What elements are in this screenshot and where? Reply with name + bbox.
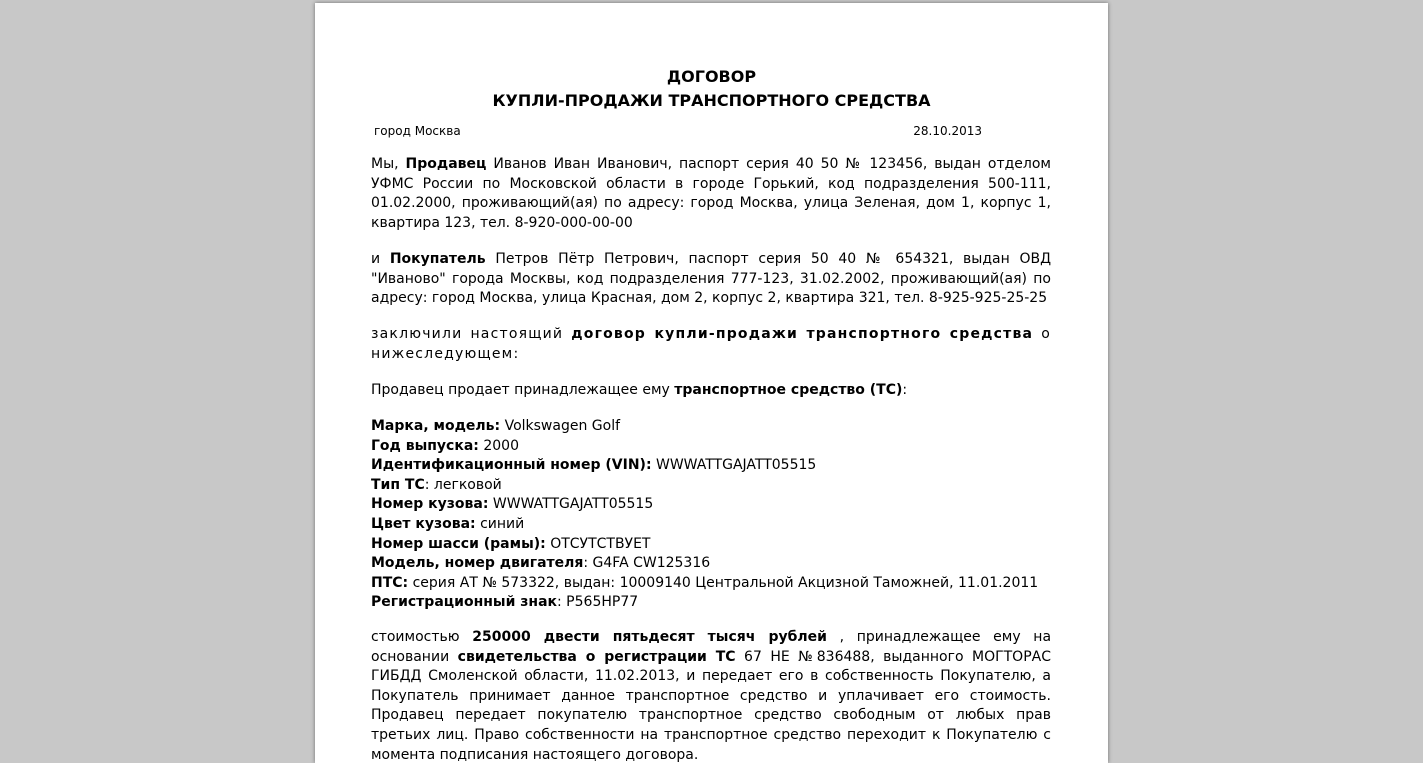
buyer-paragraph xyxy=(371,250,1051,309)
spec-label: Модель, номер двигателя xyxy=(371,555,584,572)
spec-row xyxy=(371,495,1051,515)
spec-label: Номер кузова: xyxy=(371,496,489,513)
spec-label: Номер шасси (рамы): xyxy=(371,535,546,552)
buyer-label: Покупатель xyxy=(389,251,486,267)
price-middle: , принадлежащее ему на основании xyxy=(371,629,1052,665)
spec-row xyxy=(371,574,1051,594)
spec-value: 2000 xyxy=(483,437,519,454)
sale-intro-bold: транспортное средство (ТС) xyxy=(674,382,903,398)
spec-label: Цвет кузова: xyxy=(371,515,476,532)
spec-row xyxy=(371,535,1051,555)
sale-intro-paragraph xyxy=(371,381,1051,401)
price-text: 67 НЕ №836488, выданного МОГТОРАС ГИБДД Смоленской области, 11.02.2013, и передает его в собственность Покупателю, а Покупатель принимает данное транспортное средство и уплачивает его стоимость. Продавец передает покупателю транспортное средство свободным от любых прав третьих лиц. Право собственности на транспортное средство переходит к Покупателю с момента подписания настоящего договора. xyxy=(371,648,1051,763)
agreement-bold: договор купли-продажи транспортного средства xyxy=(571,326,1034,342)
spec-row xyxy=(371,515,1051,535)
spec-row xyxy=(371,554,1051,574)
agreement-paragraph xyxy=(371,325,1051,364)
agreement-prefix: заключили настоящий xyxy=(371,326,564,342)
spec-value: Volkswagen Golf xyxy=(504,418,621,434)
spec-row xyxy=(371,593,1051,613)
seller-paragraph xyxy=(371,155,1051,233)
spec-value: серия АТ № 573322, выдан: 10009140 Центральной Акцизной Таможней, 11.01.2011 xyxy=(412,574,1039,591)
spec-label: Регистрационный знак xyxy=(371,594,558,611)
spec-value: : легковой xyxy=(424,476,502,493)
spec-row xyxy=(371,456,1051,476)
buyer-prefix: и xyxy=(371,251,381,267)
vehicle-specs xyxy=(371,417,1051,613)
price-paragraph xyxy=(371,628,1051,763)
spec-value: : Р565НР77 xyxy=(557,594,639,611)
spec-label: Идентификационный номер (VIN): xyxy=(371,457,652,474)
price-prefix: стоимостью xyxy=(371,629,460,645)
spec-label: Год выпуска: xyxy=(371,437,479,454)
buyer-text: Петров Пётр Петрович, паспорт серия 50 40 № 654321, выдан ОВД "Иваново" города Москвы, код подразделения 777-123, 31.02.2002, проживающий(ая) по адресу: город Москва, улица Красная, дом 2, корпус 2, квартира 321, тел. 8-925-925-25-25 xyxy=(371,251,1052,307)
sale-intro-suffix: : xyxy=(902,382,908,398)
certificate-label: свидетельства о регистрации ТС xyxy=(457,648,736,665)
spec-value: WWWATTGAJATT05515 xyxy=(492,496,654,513)
document-title xyxy=(315,65,1108,113)
spec-row xyxy=(371,417,1051,437)
seller-prefix: Мы, xyxy=(371,156,399,172)
sale-intro-prefix: Продавец продает принадлежащее ему xyxy=(371,382,670,398)
title-line-2: КУПЛИ-ПРОДАЖИ ТРАНСПОРТНОГО СРЕДСТВА xyxy=(492,91,931,110)
seller-text: Иванов Иван Иванович, паспорт серия 40 50 № 123456, выдан отделом УФМС России по Московской области в городе Горький, код подразделения 500-111, 01.02.2000, проживающий(ая) по адресу: город Москва, улица Зеленая, дом 1, корпус 1, квартира 123, тел. 8-920-000-00-00 xyxy=(371,156,1051,231)
spec-value: ОТСУТСТВУЕТ xyxy=(550,535,651,552)
spec-label: Марка, модель: xyxy=(371,418,501,434)
agreement-suffix: о нижеследующем: xyxy=(371,326,1051,362)
seller-label: Продавец xyxy=(405,156,487,172)
price-amount: 250000 двести пятьдесят тысяч рублей xyxy=(472,629,827,645)
city: город Москва xyxy=(374,124,461,138)
spec-value: синий xyxy=(480,515,525,532)
spec-row xyxy=(371,437,1051,457)
document-page xyxy=(315,3,1108,763)
spec-value: : G4FA CW125316 xyxy=(583,555,711,572)
contract-date: 28.10.2013 xyxy=(913,124,982,138)
title-line-1: ДОГОВОР xyxy=(666,67,757,86)
spec-value: WWWATTGAJATT05515 xyxy=(656,457,817,474)
spec-label: ПТС: xyxy=(371,574,409,591)
spec-label: Тип ТС xyxy=(371,476,425,493)
spec-row xyxy=(371,476,1051,496)
